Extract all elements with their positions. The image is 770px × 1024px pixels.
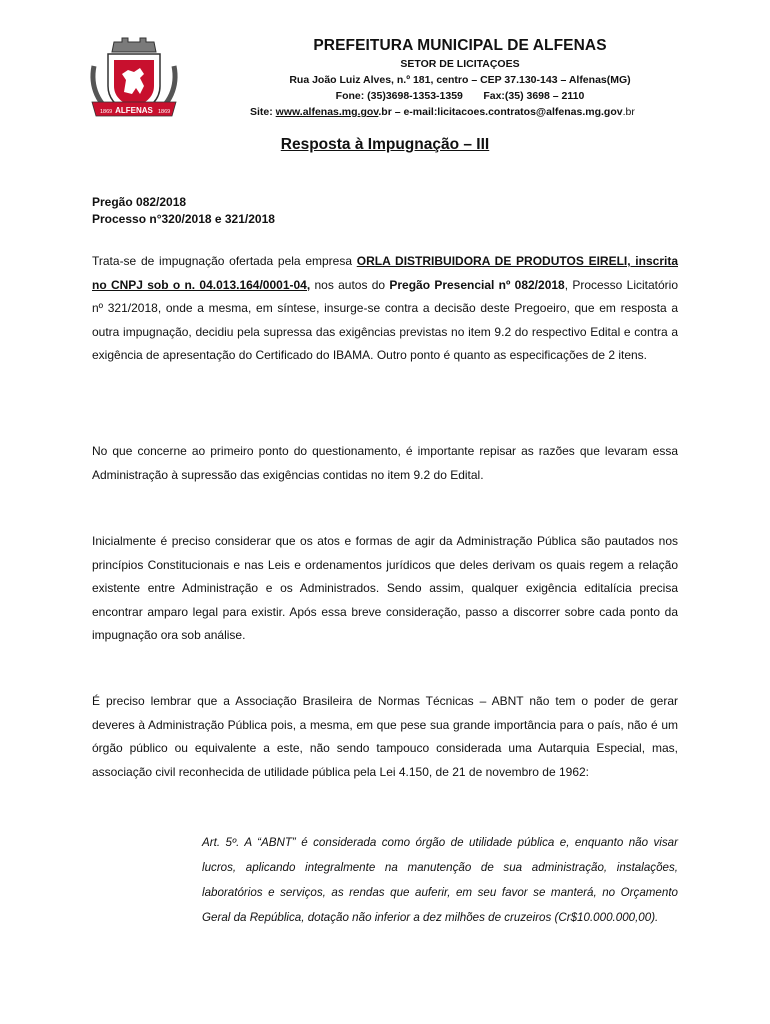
letterhead xyxy=(0,28,770,128)
letterhead-text xyxy=(250,36,670,120)
company-name: ORLA DISTRIBUIDORA DE PRODUTOS EIRELI, inscrita no CNPJ sob o n. 04.013.164/0001-04, xyxy=(92,254,678,292)
pregao-presencial: Pregão Presencial nº 082/2018 xyxy=(389,277,565,292)
contact-line xyxy=(250,88,670,104)
site-link[interactable]: www.alfenas.mg.gov xyxy=(275,106,379,118)
email-text: .br – e-mail:licitacoes.contratos@alfenas.mg.gov xyxy=(378,106,623,118)
crest-banner-text: ALFENAS xyxy=(115,106,153,115)
organization-title: PREFEITURA MUNICIPAL DE ALFENAS xyxy=(313,37,607,54)
document-title: Resposta à Impugnação – III xyxy=(280,136,490,153)
paragraph-1-rest: , Processo Licitatório nº 321/2018, onde a mesma, em síntese, insurge-se contra a decisão deste Pregoeiro, que em resposta a outra impugnação, decidiu pela supressa das exigências previstas no item 9.2 do respectivo Edital e contra a exigência de apresentação do Certificado do IBAMA. Outro ponto é quanto as especificações de 2 itens. xyxy=(92,277,678,363)
municipal-coat-of-arms-icon xyxy=(88,36,180,120)
paragraph-1-intro: Trata-se de impugnação ofertada pela empresa xyxy=(92,254,357,268)
paragraph-4: É preciso lembrar que a Associação Brasileira de Normas Técnicas – ABNT não tem o poder de gerar deveres à Administração Pública pois, a mesma, em que pese sua grande importância para o país, não é um órgão público ou equivalente a este, não sendo tampouco considerada uma Autarquia Especial, mas, associação civil reconhecida de utilidade pública pela Lei 4.150, de 21 de novembro de 1962: xyxy=(92,694,678,779)
paragraph-1-mid: nos autos do xyxy=(310,277,390,292)
paragraph-2: No que concerne ao primeiro ponto do questionamento, é importante repisar as razões que levaram essa Administração à supressão das exigências contidas no item 9.2 do Edital. xyxy=(92,444,678,482)
paragraph-3: Inicialmente é preciso considerar que os atos e formas de agir da Administração Pública são pautados nos princípios Constitucionais e nas Leis e ordenamentos jurídicos que deles derivam os quais regem a relação existente entre Administração e os Administrados. Sendo assim, qualquer exigência editalícia precisa encontrar amparo legal para existir. Após essa breve consideração, passo a discorrer sobre cada ponto da impugnação ora sob análise. xyxy=(92,534,678,643)
crest-year-right: 1869 xyxy=(158,109,171,115)
site-label: Site: xyxy=(250,106,276,118)
processo-reference: Processo n°320/2018 e 321/2018 xyxy=(92,212,275,226)
site-line xyxy=(250,104,670,120)
fax-number: Fax:(35) 3698 – 2110 xyxy=(483,90,585,102)
legal-quote: Art. 5º. A “ABNT” é considerada como órgão de utilidade pública e, enquanto não visar lucros, aplicando integralmente na manutenção de sua administração, instalações, laboratórios e serviços, as rendas que auferir, em seu favor se manterá, no Orçamento Geral da República, dotação não inferior a dez milhões de cruzeiros (Cr$10.000.000,00). xyxy=(202,836,678,924)
paragraph-1 xyxy=(92,250,678,368)
pregao-reference: Pregão 082/2018 xyxy=(92,195,187,209)
sector-name: SETOR DE LICITAÇOES xyxy=(400,58,520,70)
email-suffix: .br xyxy=(622,106,635,118)
crest-year-left: 1869 xyxy=(100,109,113,115)
phone-number: Fone: (35)3698-1353-1359 xyxy=(335,90,463,102)
address-line: Rua João Luiz Alves, n.º 181, centro – CEP 37.130-143 – Alfenas(MG) xyxy=(289,74,631,86)
reference-block xyxy=(92,194,275,228)
